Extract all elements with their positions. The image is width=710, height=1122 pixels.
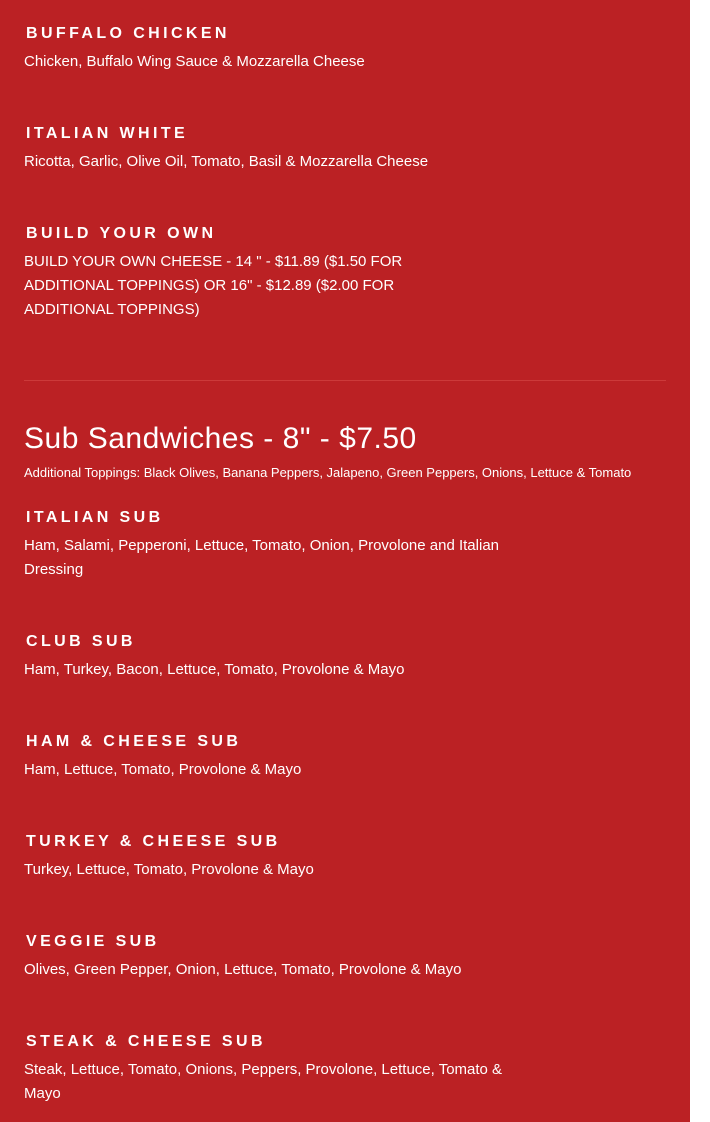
menu-item-steak-cheese-sub	[24, 1032, 504, 1106]
menu-item-build-your-own	[24, 224, 504, 322]
menu-item-name: VEGGIE SUB	[26, 933, 160, 950]
menu-item-buffalo-chicken	[24, 24, 504, 74]
menu-item-name: TURKEY & CHEESE SUB	[26, 833, 281, 850]
menu-item-description: Ham, Lettuce, Tomato, Provolone & Mayo	[24, 761, 302, 778]
menu-item-name: ITALIAN SUB	[26, 509, 164, 526]
menu-item-name: ITALIAN WHITE	[26, 125, 189, 142]
menu-item-name: HAM & CHEESE SUB	[26, 733, 242, 750]
menu-item-name: BUILD YOUR OWN	[26, 225, 217, 242]
menu-item-turkey-cheese-sub	[24, 832, 504, 882]
menu-item-name: BUFFALO CHICKEN	[26, 25, 230, 42]
menu-item-description: Chicken, Buffalo Wing Sauce & Mozzarella Cheese	[24, 53, 365, 70]
menu-item-description: Ham, Turkey, Bacon, Lettuce, Tomato, Provolone & Mayo	[24, 661, 405, 678]
section-divider	[24, 380, 666, 381]
menu-item-description: Olives, Green Pepper, Onion, Lettuce, Tomato, Provolone & Mayo	[24, 961, 462, 978]
menu-item-italian-sub	[24, 508, 504, 582]
menu-item-club-sub	[24, 632, 504, 682]
menu-item-description: Ricotta, Garlic, Olive Oil, Tomato, Basil & Mozzarella Cheese	[24, 153, 429, 170]
menu-item-italian-white	[24, 124, 504, 174]
menu-item-description: Ham, Salami, Pepperoni, Lettuce, Tomato, Onion, Provolone and Italian Dressing	[24, 537, 499, 578]
section-note: Additional Toppings: Black Olives, Banana Peppers, Jalapeno, Green Peppers, Onions, Lettuce & Tomato	[24, 465, 632, 480]
menu-item-name: STEAK & CHEESE SUB	[26, 1033, 266, 1050]
menu-item-description: Turkey, Lettuce, Tomato, Provolone & Mayo	[24, 861, 314, 878]
menu-item-description: Steak, Lettuce, Tomato, Onions, Peppers, Provolone, Lettuce, Tomato & Mayo	[24, 1061, 503, 1102]
menu-item-name: CLUB SUB	[26, 633, 136, 650]
section-title: Sub Sandwiches - 8" - $7.50	[24, 422, 417, 455]
menu-item-veggie-sub	[24, 932, 504, 982]
menu-item-description: BUILD YOUR OWN CHEESE - 14 " - $11.89 ($1.50 FOR ADDITIONAL TOPPINGS) OR 16" - $12.89 ($2.00 FOR ADDITIONAL TOPPINGS)	[24, 253, 403, 318]
menu-item-ham-cheese-sub	[24, 732, 504, 782]
